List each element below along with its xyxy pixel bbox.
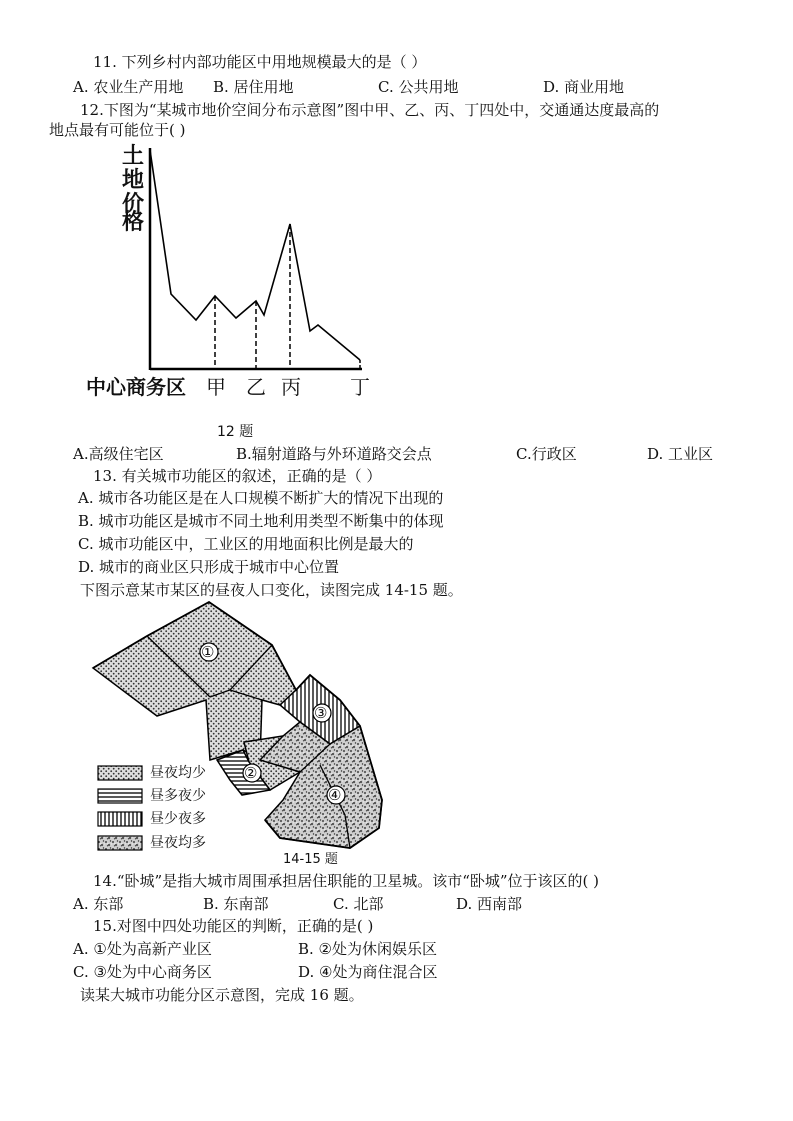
q12-option-a: A.高级住宅区 [73,445,164,463]
land-price-axis-label-2: 地 [122,168,145,193]
legend-swatch-day-many-night-few [98,789,142,803]
q14-option-b: B. 东南部 [203,895,269,913]
map-label-3: ③ [314,704,328,722]
q15-option-a: A. ①处为高新产业区 [73,940,212,958]
q13-option-c: C. 城市功能区中，工业区的用地面积比例是最大的 [78,535,414,553]
x-label-jia: 甲 [206,375,226,399]
map-label-1: ① [201,643,215,661]
q13-stem: 13. 有关城市功能区的叙述，正确的是（ ） [93,467,382,485]
map-label-2: ② [244,764,258,782]
q15-option-b: B. ②处为休闲娱乐区 [298,940,438,958]
legend-swatch-day-few-night-many [98,812,142,826]
q12-option-b: B.辐射道路与外环道路交会点 [236,445,432,463]
q13-option-b: B. 城市功能区是城市不同土地利用类型不断集中的体现 [78,512,444,530]
q11-stem: 11. 下列乡村内部功能区中用地规模最大的是（ ） [93,53,427,71]
legend-swatch-day-night-few [98,766,142,780]
region-day-night-few [93,602,296,760]
q14-option-d: D. 西南部 [456,895,523,913]
q12-stem-line2: 地点最有可能位于( ) [49,121,186,139]
q15-stem: 15.对图中四处功能区的判断，正确的是( ) [93,917,374,935]
land-price-axis-label-1: 土 [122,144,145,169]
q11-option-b: B. 居住用地 [213,78,294,96]
legend-label-day-night-many: 昼夜均多 [150,835,206,851]
q12-figure-caption: 12 题 [217,424,254,440]
legend-swatch-day-night-many [98,836,142,850]
q14-option-a: A. 东部 [73,895,124,913]
land-price-axis-label-4: 格 [122,210,145,235]
land-price-axis-label-3: 价 [122,192,145,217]
x-label-cbd: 中心商务区 [86,375,186,399]
q14-stem: 14.“卧城”是指大城市周围承担居住职能的卫星城。该市“卧城”位于该区的( ) [93,872,600,890]
intro-14-15: 下图示意某市某区的昼夜人口变化，读图完成 14-15 题。 [80,581,463,599]
legend-label-day-few-night-many: 昼少夜多 [150,811,206,827]
x-label-bing: 丙 [281,375,301,399]
x-label-yi: 乙 [246,375,266,399]
q12-stem-line1: 12.下图为“某城市地价空间分布示意图”图中甲、乙、丙、丁四处中，交通通达度最高的 [80,101,660,119]
legend-label-day-many-night-few: 昼多夜少 [150,788,206,804]
legend-label-day-night-few: 昼夜均少 [150,765,206,781]
q11-option-d: D. 商业用地 [543,78,625,96]
q12-option-d: D. 工业区 [647,445,714,463]
x-label-ding: 丁 [350,375,370,399]
q13-option-d: D. 城市的商业区只形成于城市中心位置 [78,558,340,576]
q11-option-a: A. 农业生产用地 [73,78,184,96]
map-caption: 14-15 题 [283,852,338,867]
q14-option-c: C. 北部 [333,895,384,913]
q13-option-a: A. 城市各功能区是在人口规模不断扩大的情况下出现的 [78,489,444,507]
q15-option-d: D. ④处为商住混合区 [298,963,438,981]
q12-option-c: C.行政区 [516,445,577,463]
q15-option-c: C. ③处为中心商务区 [73,963,212,981]
intro-16: 读某大城市功能分区示意图，完成 16 题。 [80,986,364,1004]
map-label-4: ④ [328,786,342,804]
q11-option-c: C. 公共用地 [378,78,459,96]
